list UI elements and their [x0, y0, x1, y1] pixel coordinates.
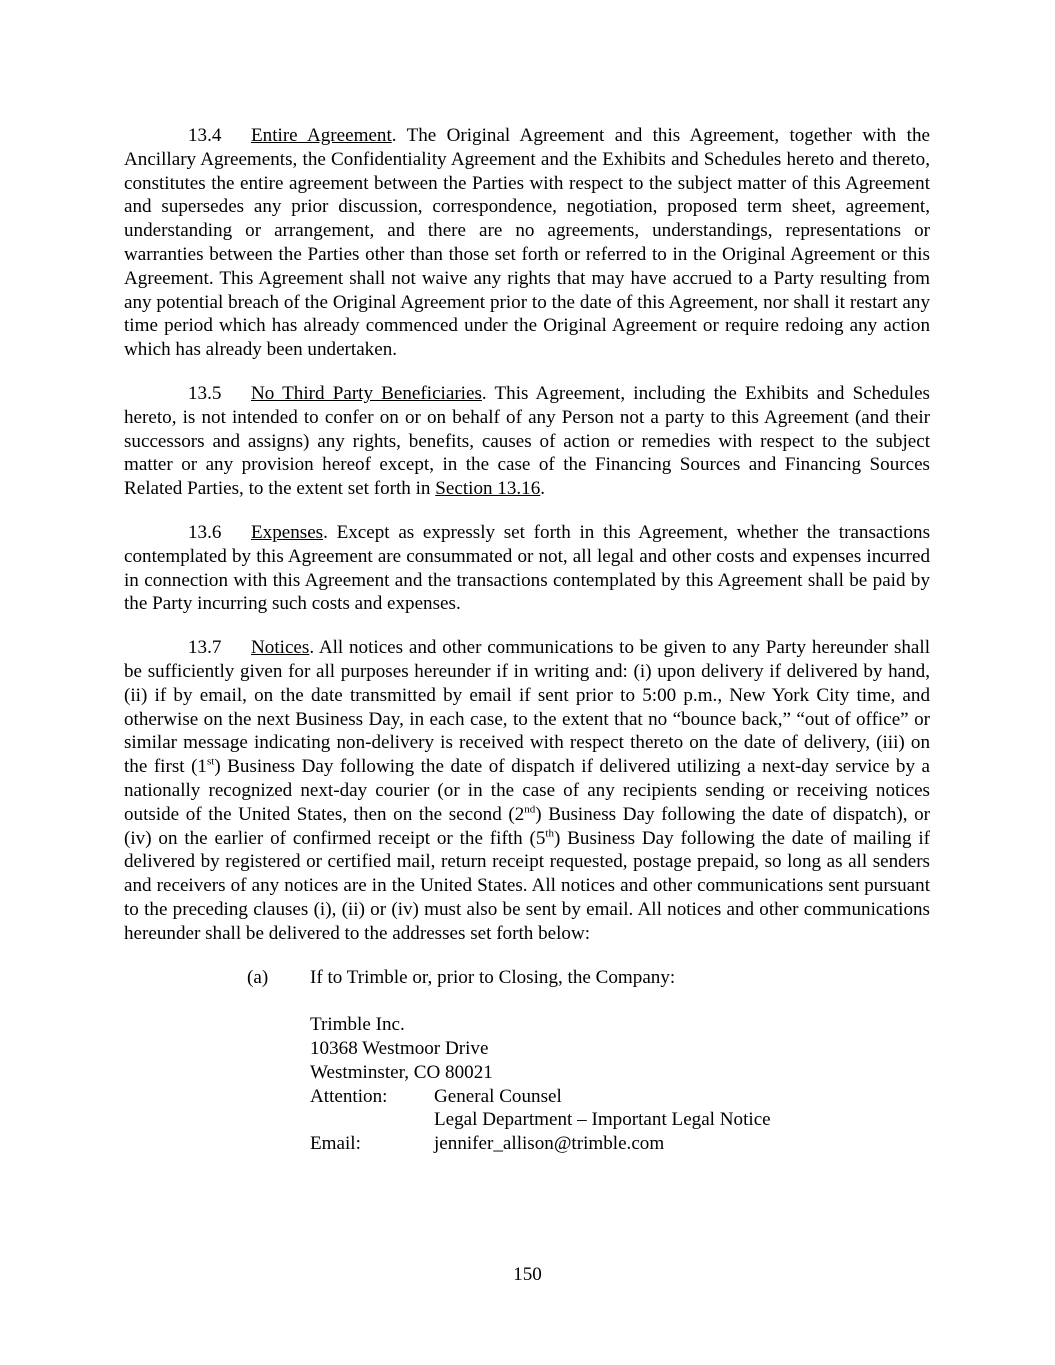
section-number: 13.5 [188, 382, 222, 404]
section-text-end: . [540, 478, 546, 500]
section-13-6 [124, 521, 930, 616]
section-heading: Expenses [251, 521, 324, 543]
notice-address-a [124, 966, 930, 1157]
address-intro: If to Trimble or, prior to Closing, the Company: [310, 966, 676, 988]
section-13-5 [124, 382, 930, 501]
section-text: . This Agreement, including the Exhibits and Schedules hereto, is not intended to confer on or on behalf of any Person not a party to this Agreement (and their successors and assigns) any rights, benefits, causes of action or remedies with respect to the subject matter or any provision hereof except, in the case of the Financing Sources and Financing Sources Related Parties, to the extent set forth in [124, 382, 930, 500]
section-reference: Section 13.16 [435, 478, 541, 500]
email-value: jennifer_allison@trimble.com [434, 1133, 665, 1155]
section-text: . The Original Agreement and this Agreement, together with the Ancillary Agreements, the Confidentiality Agreement and the Exhibits and Schedules hereto and thereto, constitutes the entire agreement between the Parties with respect to the subject matter of this Agreement and supersedes any prior discussion, correspondence, negotiation, proposed term sheet, agreement, understanding or arrangement, and there are no agreements, understandings, representations or warranties between the Parties other than those set forth or referred to in the Original Agreement or this Agreement. This Agreement shall not waive any rights that may have accrued to a Party resulting from any potential breach of the Original Agreement prior to the date of this Agreement, nor shall it restart any time period which has already commenced under the Original Agreement or require redoing any action which has already been undertaken. [124, 125, 930, 361]
attention-value: General Counsel [434, 1085, 562, 1107]
attention-spacer [310, 1108, 434, 1132]
section-text: ) Business Day following the date of mailing if delivered by registered or certified mail, return receipt requested, postage prepaid, so long as all senders and receivers of any notices are in the United States. All notices and other communications sent pursuant to the preceding clauses (i), (ii) or (iv) must also be sent by email. All notices and other communications hereunder shall be delivered to the addresses set forth below: [124, 827, 930, 944]
ordinal-suffix: nd [524, 803, 536, 816]
ordinal-suffix: st [206, 755, 215, 768]
company-name: Trimble Inc. [310, 1014, 405, 1036]
document-page [124, 124, 930, 1156]
email-row [310, 1132, 930, 1156]
section-heading: No Third Party Beneficiaries [251, 382, 482, 404]
section-text: . Except as expressly set forth in this Agreement, whether the transactions contemplated by this Agreement are consummated or not, all legal and other costs and expenses incurred in connection with this Agreement and the transactions contemplated by this Agreement shall be paid by the Party incurring such costs and expenses. [124, 521, 930, 615]
section-number: 13.7 [188, 637, 222, 659]
address-heading [247, 966, 930, 990]
section-number: 13.6 [188, 521, 222, 543]
section-13-7 [124, 636, 930, 945]
city-state-zip: Westminster, CO 80021 [310, 1061, 493, 1083]
section-13-4 [124, 124, 930, 362]
attention-row [310, 1085, 930, 1109]
page-number: 150 [513, 1264, 542, 1285]
attention-value: Legal Department – Important Legal Notice [434, 1109, 771, 1131]
section-text: ) Business Day following the date of dispatch if delivered utilizing a next-day service by a nationally recognized next-day courier (or in the case of any recipients sending or receiving notices outside of the United States, then on the second (2 [124, 756, 930, 825]
ordinal-suffix: th [545, 827, 554, 840]
section-heading: Entire Agreement [251, 125, 392, 146]
address-label: (a) [247, 966, 269, 988]
section-text: . All notices and other communications to be given to any Party hereunder shall be sufficiently given for all purposes hereunder if in writing and: (i) upon delivery if delivered by hand, (ii) if by email, on the date transmitted by email if sent prior to 5:00 p.m., New York City time, and otherwise on the next Business Day, in each case, to the extent that no “bounce back,” “out of office” or similar message indicating non-delivery is received with respect thereto on the date of delivery, (iii) on the first (1 [124, 637, 930, 778]
street-address: 10368 Westmoor Drive [310, 1038, 489, 1060]
attention-label: Attention: [310, 1085, 388, 1107]
attention-row-2 [310, 1108, 930, 1132]
section-heading: Notices [251, 637, 310, 659]
section-text: ) Business Day following the date of dispatch), or (iv) on the earlier of confirmed receipt or the fifth (5 [124, 803, 930, 849]
address-lines [310, 1013, 930, 1156]
section-number: 13.4 [188, 125, 222, 146]
email-label: Email: [310, 1133, 361, 1155]
